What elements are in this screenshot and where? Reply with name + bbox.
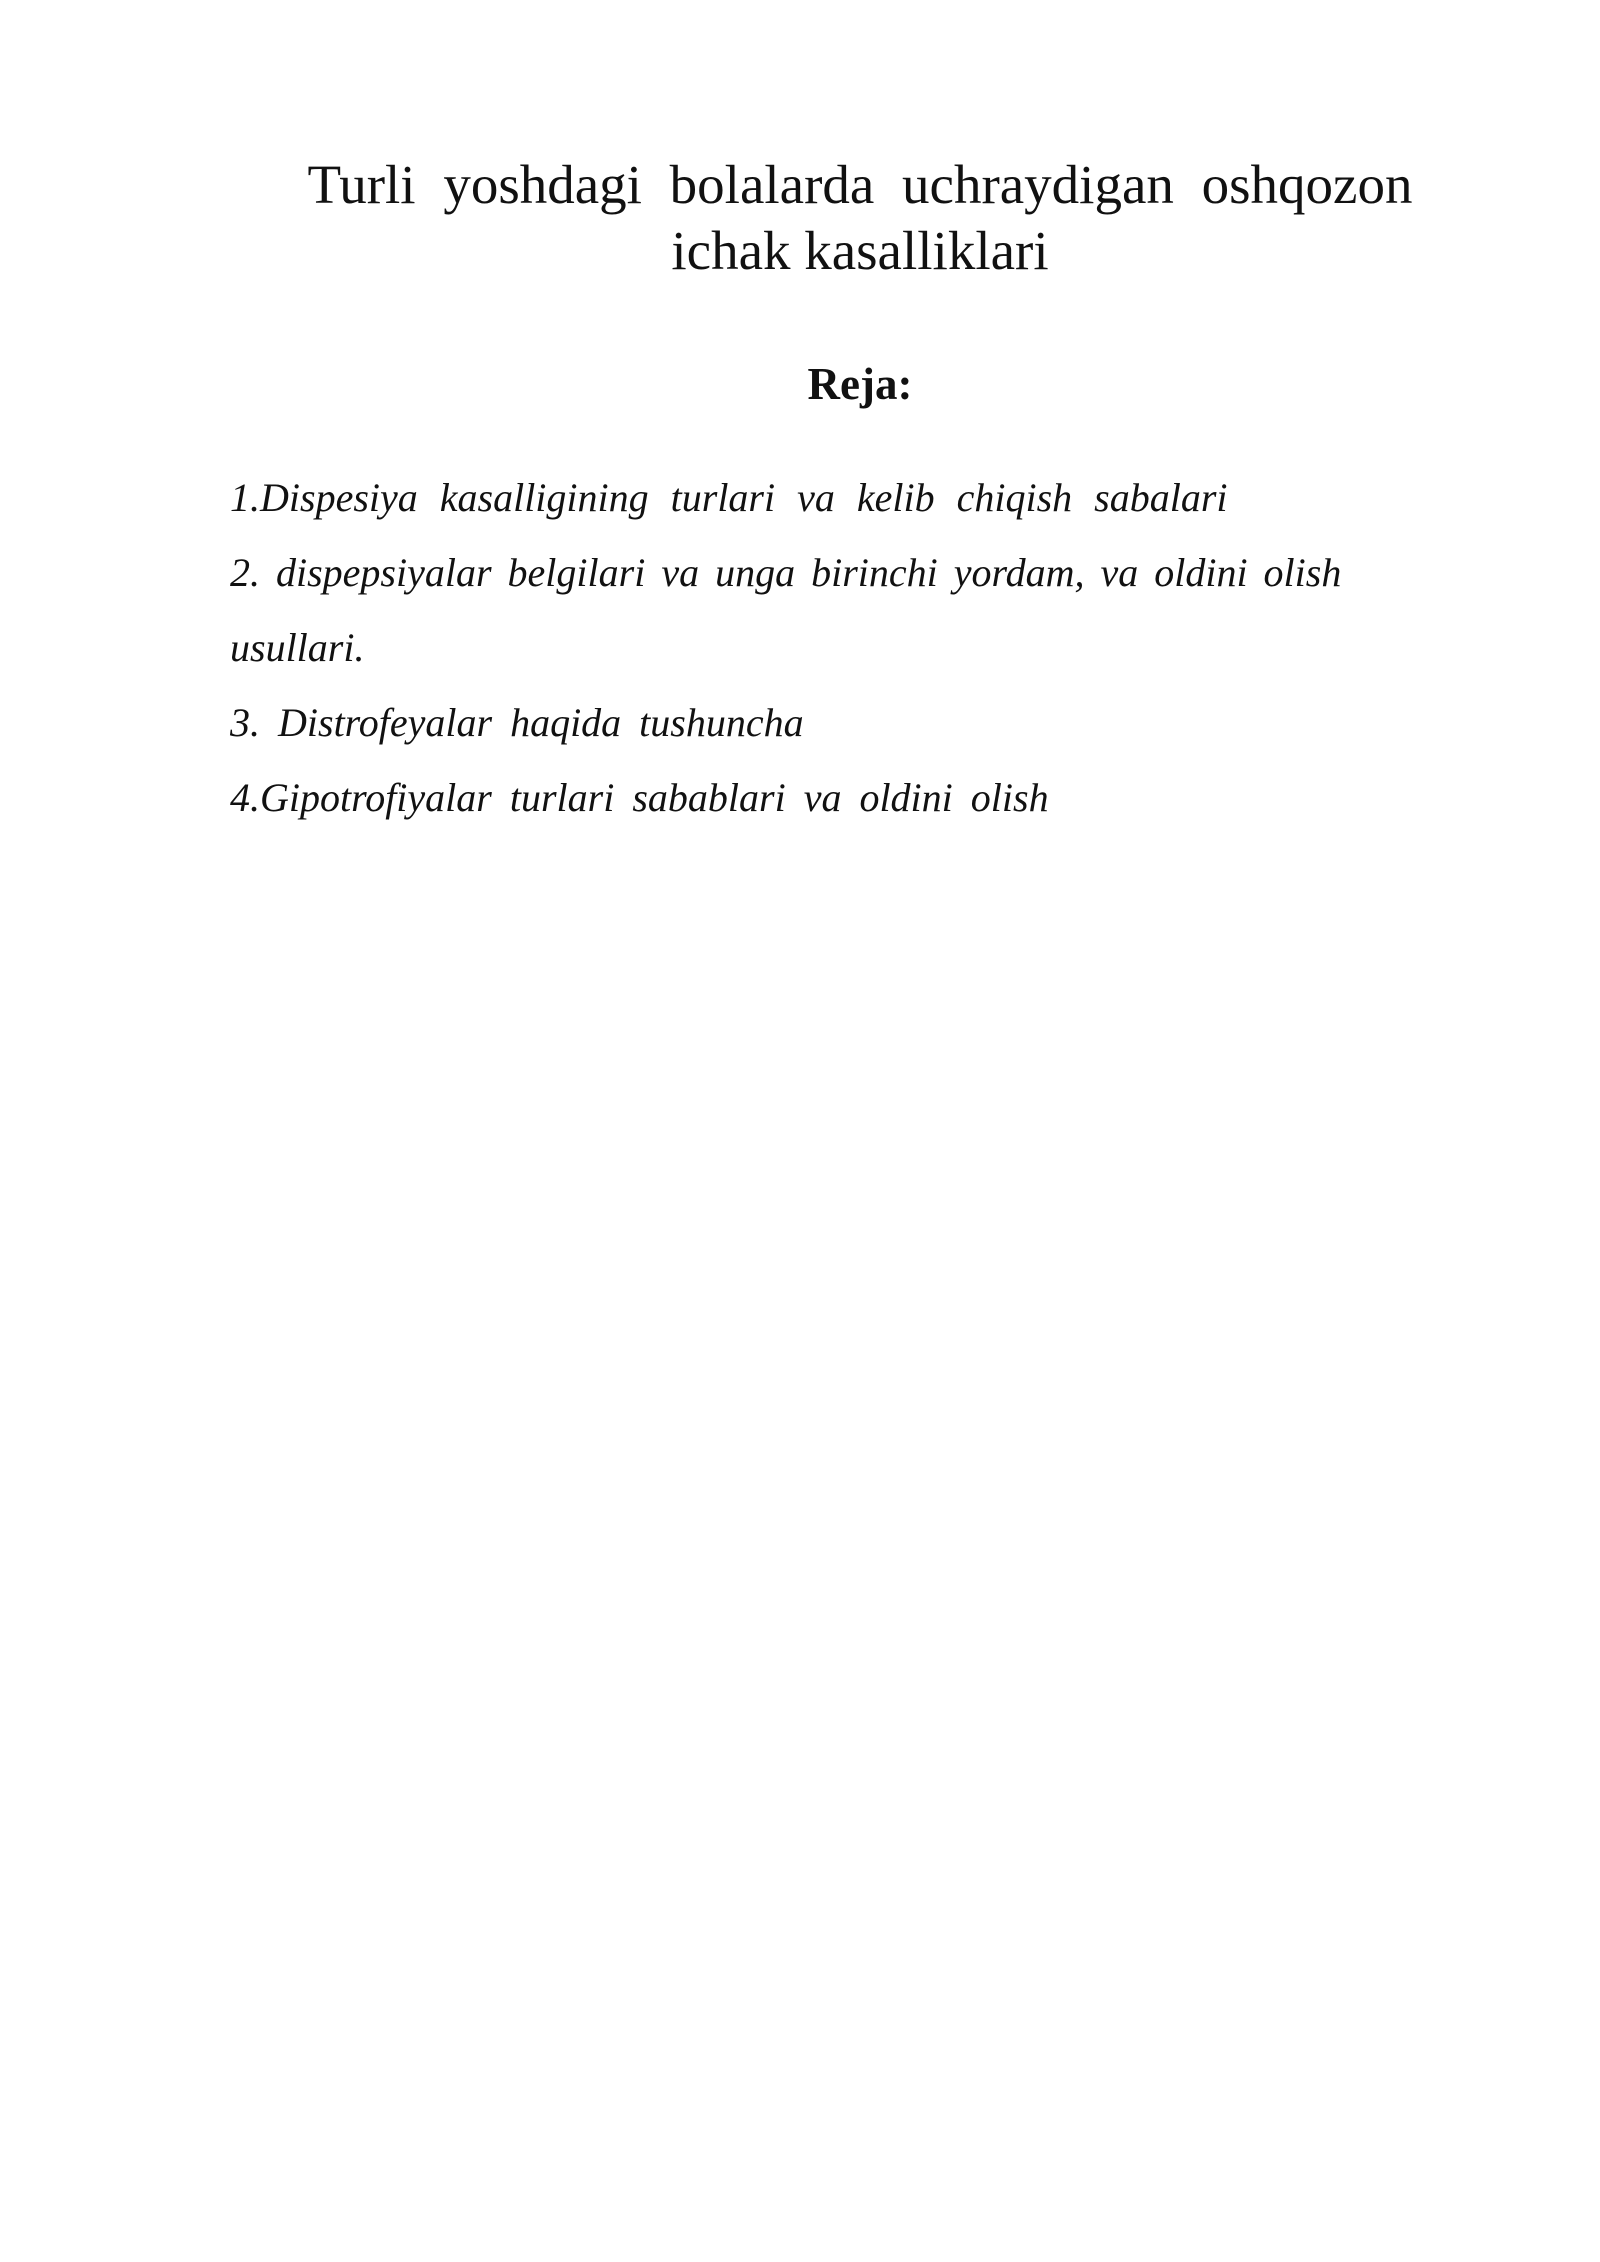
- plan-list: [230, 460, 1470, 835]
- document-title: [230, 152, 1490, 284]
- plan-item-3: 3. Distrofeyalar haqida tushuncha: [230, 700, 804, 745]
- document-title-line-1: Turli yoshdagi bolalarda uchraydigan oshqozon: [307, 154, 1413, 215]
- document-title-line-2: ichak kasalliklari: [671, 220, 1049, 281]
- plan-heading: Reja:: [807, 359, 913, 409]
- plan-item-1: 1.Dispesiya kasalligining turlari va kelib chiqish sabalari: [230, 475, 1228, 520]
- plan-item-2: 2. dispepsiyalar belgilari va unga birinchi yordam, va oldini olish usullari.: [230, 550, 1342, 670]
- plan-item-4: 4.Gipotrofiyalar turlari sabablari va oldini olish: [230, 775, 1049, 820]
